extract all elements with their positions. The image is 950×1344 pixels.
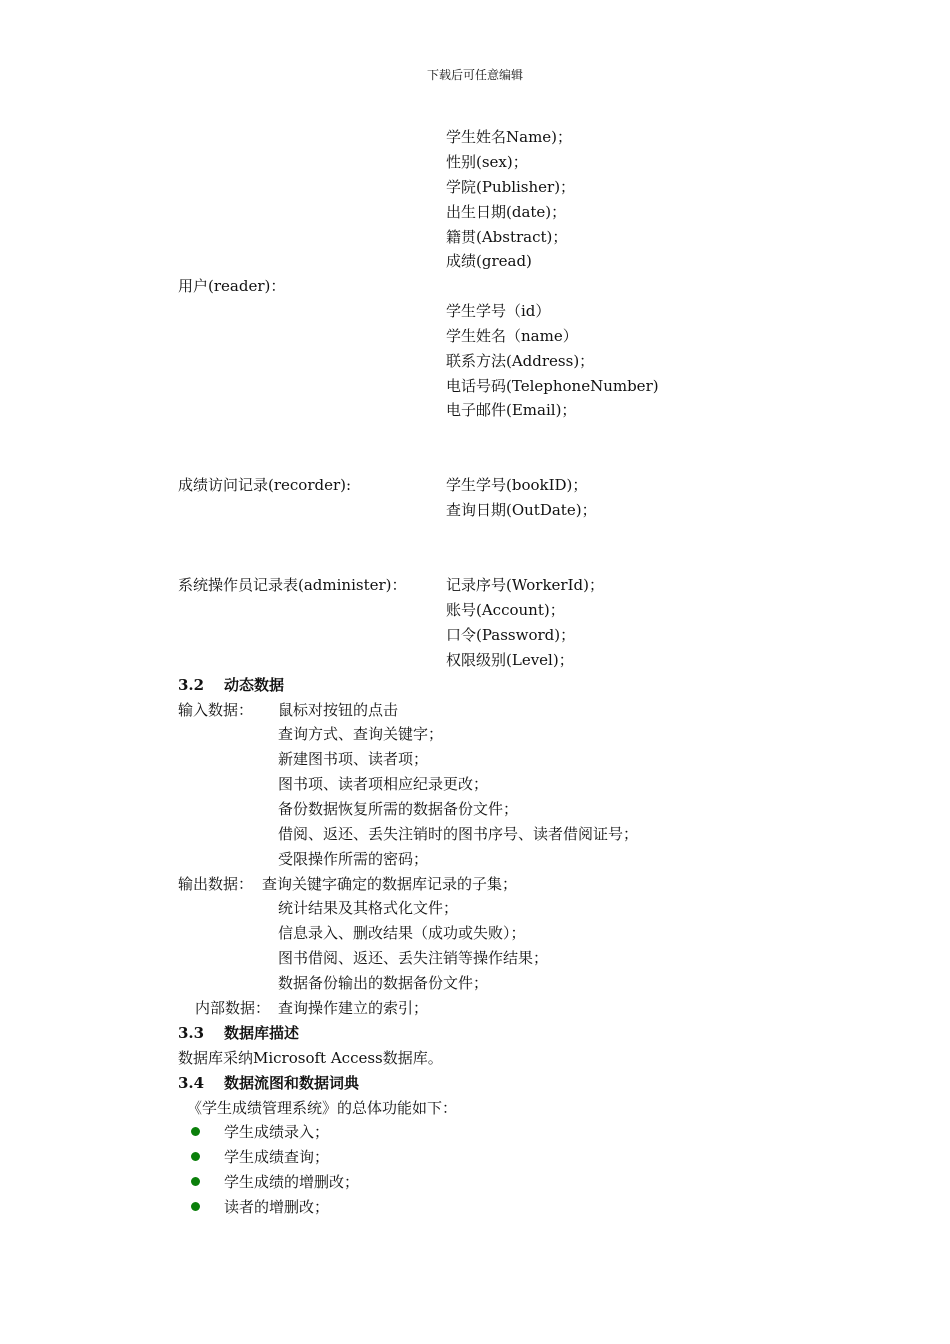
input-item: 图书项、读者项相应纪录更改；: [278, 775, 489, 793]
student-field: 性别(sex)；: [446, 153, 528, 171]
administer-field: 权限级别(Level)；: [446, 651, 574, 669]
functions-intro: 《学生成绩管理系统》的总体功能如下：: [187, 1099, 458, 1117]
reader-field: 联系方法(Address)；: [446, 352, 595, 370]
administer-field: 账号(Account)；: [446, 601, 565, 619]
student-field: 出生日期(date)；: [446, 203, 567, 221]
section-number: 3.3: [178, 1024, 205, 1042]
input-data-label: 输入数据：: [178, 701, 254, 719]
bullet-icon: [191, 1127, 200, 1136]
recorder-field: 学生学号(bookID)；: [446, 476, 588, 494]
section-title: 动态数据: [224, 676, 285, 694]
student-field: 籍贯(Abstract)；: [446, 228, 568, 246]
section-number: 3.2: [178, 676, 205, 694]
input-item: 备份数据恢复所需的数据备份文件；: [278, 800, 519, 818]
database-description: 数据库采纳Microsoft Access数据库。: [178, 1049, 443, 1067]
output-item: 数据备份输出的数据备份文件；: [278, 974, 489, 992]
internal-data-text: 查询操作建立的索引；: [278, 999, 429, 1017]
input-item: 受限操作所需的密码；: [278, 850, 429, 868]
administer-field: 口令(Password)；: [446, 626, 576, 644]
output-item: 统计结果及其格式化文件；: [278, 899, 459, 917]
reader-field: 电子邮件(Email)；: [446, 401, 577, 419]
input-item: 新建图书项、读者项；: [278, 750, 429, 768]
reader-label: 用户(reader)：: [178, 277, 286, 295]
reader-field: 电话号码(TelephoneNumber): [446, 377, 659, 395]
input-item: 查询方式、查询关键字；: [278, 725, 444, 743]
output-data-label: 输出数据：: [178, 875, 254, 893]
bullet-icon: [191, 1202, 200, 1211]
reader-field: 学生学号（id）: [446, 302, 551, 320]
administer-label: 系统操作员记录表(administer)：: [178, 576, 407, 594]
section-title: 数据库描述: [224, 1024, 300, 1042]
page-header: 下载后可任意编辑: [426, 68, 523, 82]
internal-data-label: 内部数据：: [195, 999, 271, 1017]
function-item: 学生成绩的增删改；: [224, 1173, 360, 1191]
function-item: 读者的增删改；: [224, 1198, 330, 1216]
student-field: 学院(Publisher)；: [446, 178, 576, 196]
recorder-label: 成绩访问记录(recorder):: [178, 476, 352, 494]
student-field: 成绩(gread): [446, 252, 532, 270]
output-item: 信息录入、删改结果（成功或失败）；: [278, 924, 526, 942]
output-item: 图书借阅、返还、丢失注销等操作结果；: [278, 949, 549, 967]
function-item: 学生成绩录入；: [224, 1123, 330, 1141]
output-item: 查询关键字确定的数据库记录的子集；: [262, 875, 518, 893]
recorder-field: 查询日期(OutDate)；: [446, 501, 597, 519]
section-title: 数据流图和数据词典: [224, 1074, 360, 1092]
reader-field: 学生姓名（name）: [446, 327, 578, 345]
administer-field: 记录序号(WorkerId)；: [446, 576, 604, 594]
input-item: 借阅、返还、丢失注销时的图书序号、读者借阅证号；: [278, 825, 639, 843]
bullet-icon: [191, 1177, 200, 1186]
bullet-icon: [191, 1152, 200, 1161]
student-field: 学生姓名Name)；: [446, 128, 573, 146]
function-item: 学生成绩查询；: [224, 1148, 330, 1166]
input-item: 鼠标对按钮的点击: [278, 701, 399, 719]
section-number: 3.4: [178, 1074, 205, 1092]
